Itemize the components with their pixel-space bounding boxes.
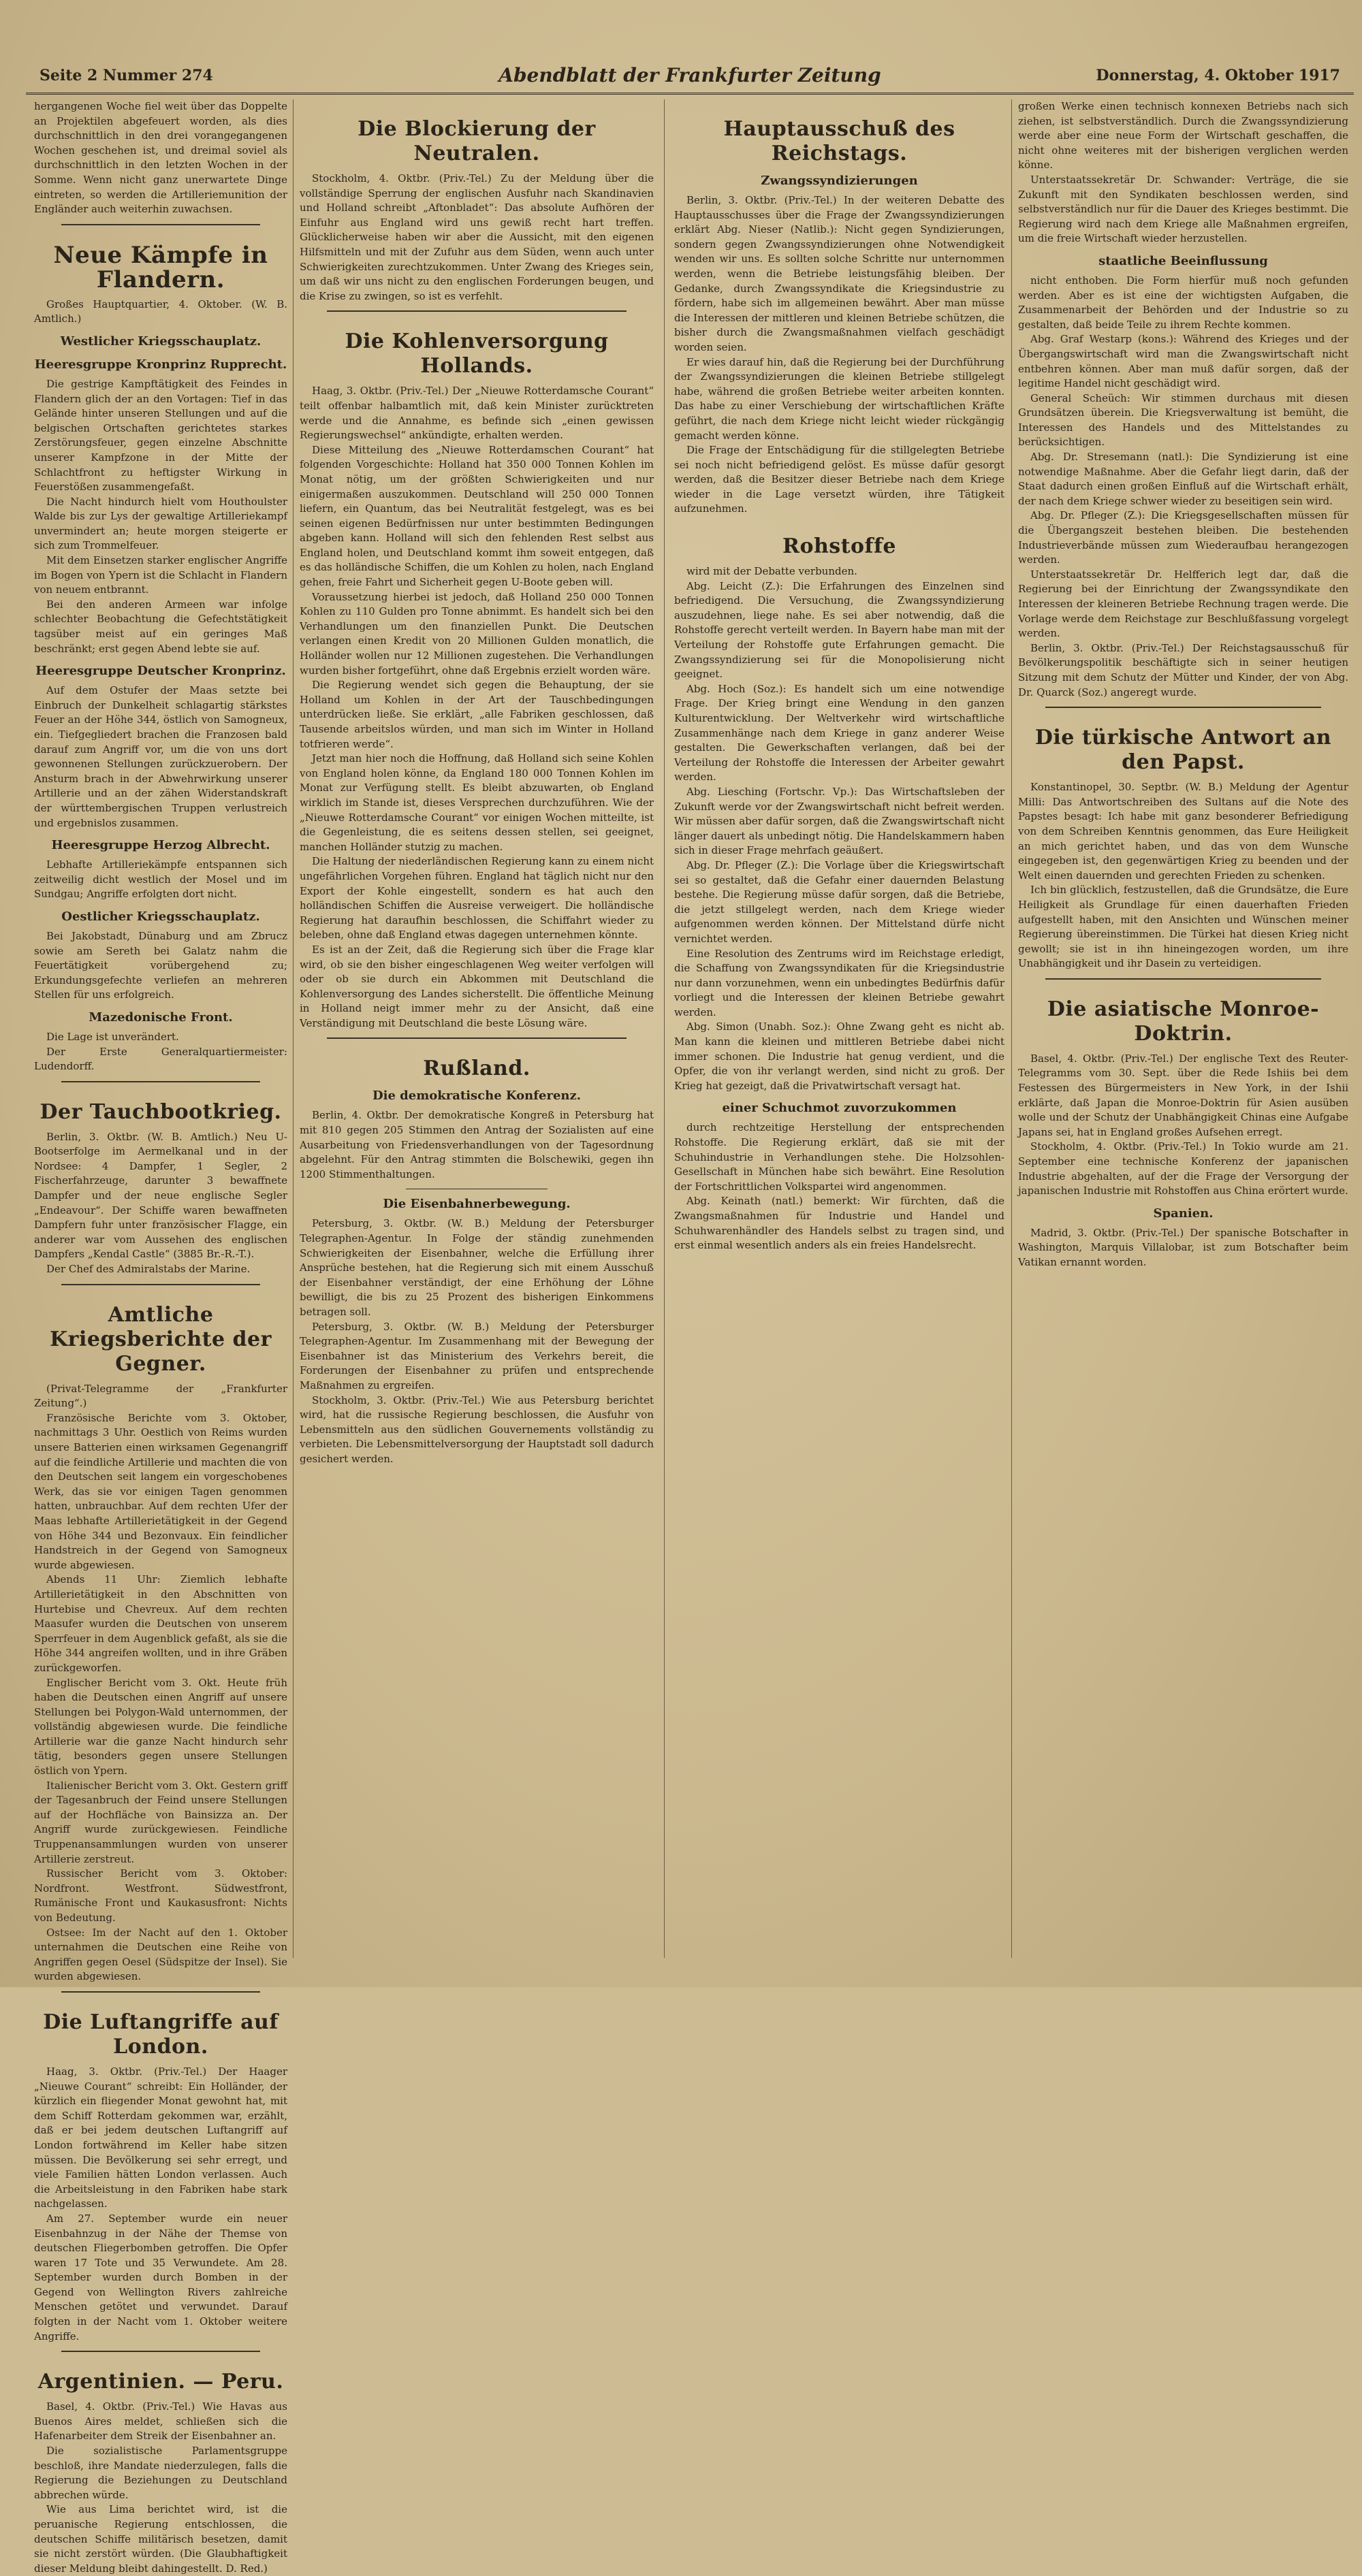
divider: [61, 1991, 260, 1993]
article-paragraph: Diese Mitteilung des „Nieuwe Rotterdamschen Courant“ hat folgenden Vorgeschichte: Holland hat 350 000 Tonnen Kohlen im Monat nötig, um der größten Schwierigkeiten und nur einigermaßen auszukommen. Deutschland will 250 000 Tonnen liefern, ein Quantum, das bei Neutralität festgelegt, was es bei seinen eigenen Bedürfnissen nur unter bestimmten Bedingungen abgeben kann. Holland will sich den fehlenden Rest selbst aus England holen, und Deutschland kommt ihm soweit entgegen, daß es das holländische Schiffen, die um Kohlen zu holen, nach England gehen, freie Fahrt und Sicherheit gegen U-Boote geben will.: [300, 443, 654, 589]
article-paragraph: Abg. Dr. Pfleger (Z.): Die Kriegsgesellschaften müssen für die Übergangszeit bestehen bleiben. Die bestehenden Industrieverbände müssen zum Wiederaufbau herangezogen werden.: [1018, 509, 1348, 566]
article-paragraph: Berlin, 3. Oktbr. (Priv.-Tel.) Der Reichstagsausschuß für Bevölkerungspolitik beschäftigte sich in seiner heutigen Sitzung mit dem Schutz der Mütter und Kinder, der von Abg. Dr. Quarck (Soz.) angeregt wurde.: [1018, 641, 1348, 698]
article-paragraph: großen Werke einen technisch konnexen Betriebs nach sich ziehen, ist selbstverständlich. Durch die Zwangssyndizierung werde aber eine neue Form der Wirtschaft geschaffen, die nicht ohne weiteres mit der bisherigen verglichen werden könne.: [1018, 100, 1348, 172]
subheading: Mazedonische Front.: [89, 1010, 233, 1025]
article-paragraph: Haag, 3. Oktbr. (Priv.-Tel.) Der „Nieuwe Rotterdamsche Courant“ teilt offenbar halbamtlich mit, daß kein Minister zurücktreten werde und die Annahme, es befinde sich „einen gewissen Regierungswechsel“ ankündigte, erhalten werden.: [300, 385, 654, 442]
headline: Die Kohlenversorgung Hollands.: [345, 329, 609, 379]
divider: [1045, 978, 1321, 980]
article-paragraph: Bei Jakobstadt, Dünaburg und am Zbrucz sowie am Sereth bei Galatz nahm die Feuertätigkeit vorübergehend zu; Erkundungsgefechte verliefen an mehreren Stellen für uns erfolgreich.: [34, 929, 287, 1001]
headline: Neue Kämpfe in Flandern.: [53, 241, 268, 293]
subheading: Die Eisenbahnerbewegung.: [383, 1197, 571, 1212]
divider: [61, 2351, 260, 2352]
article-paragraph: Die sozialistische Parlamentsgruppe beschloß, ihre Mandate niederzulegen, falls die Regierung die Beziehungen zu Deutschland abbrechen würde.: [34, 2445, 287, 2501]
column-4: [1018, 99, 1348, 1958]
article-paragraph: Der Chef des Admiralstabs der Marine.: [46, 1263, 251, 1276]
article-paragraph: Die Lage ist unverändert.: [46, 1030, 179, 1043]
column-1: [34, 99, 287, 2575]
article-paragraph: Bei den anderen Armeen war infolge schlechter Beobachtung die Gefechtstätigkeit tagsüber meist auf ein geringes Maß beschränkt; erst gegen Abend lebte sie auf.: [34, 598, 287, 655]
article-paragraph: wird mit der Debatte verbunden.: [686, 565, 857, 578]
subheading: Heeresgruppe Deutscher Kronprinz.: [35, 664, 286, 679]
article-paragraph: Ich bin glücklich, festzustellen, daß die Grundsätze, die Eure Heiligkeit als Grundlage für einen dauerhaften Frieden aufgestellt haben, mit den Ansichten und Wünschen meiner Regierung übereinstimmen. Die Türkei hat diesen Krieg nicht gewollt; sie ist in ihn hineingezogen worden, um ihre Unabhängigkeit und ihr Dasein zu verteidigen.: [1018, 884, 1348, 970]
headline: Der Tauchbootkrieg.: [39, 1099, 282, 1124]
article-paragraph: Konstantinopel, 30. Septbr. (W. B.) Meldung der Agentur Milli: Das Antwortschreiben des Sultans auf die Note des Papstes besagt: Ich habe mit ganz besonderer Befriedigung von dem Schreiben Kenntnis genommen, das Eure Heiligkeit an mich gerichtet haben, und das von dem Wunsche eingegeben ist, den gegenwärtigen Krieg zu beenden und der Welt einen dauernden und gerechten Frieden zu schenken.: [1018, 781, 1348, 882]
article-paragraph: Es ist an der Zeit, daß die Regierung sich über die Frage klar wird, ob sie den bisher eingeschlagenen Weg weiter verfolgen will oder ob sie durch ein Abkommen mit Deutschland die Kohlenversorgung des Landes sicherstellt. Die öffentliche Meinung in Holland neigt immer mehr zu der Ansicht, daß eine Verständigung mit Deutschland die beste Lösung wäre.: [300, 943, 654, 1029]
article-paragraph: Jetzt man hier noch die Hoffnung, daß Holland sich seine Kohlen von England holen könne, da England 180 000 Tonnen Kohlen im Monat zur Verfügung stellt. Es bleibt abzuwarten, ob England wirklich im Stande ist, dieses Versprechen durchzuführen. Wie der „Nieuwe Rotterdamsche Courant“ vor einigen Wochen mitteilte, ist die Gegenleistung, die es seitens dessen stellen, sei geeignet, manchen Holländer stutzig zu machen.: [300, 752, 654, 853]
divider: [61, 1081, 260, 1082]
newspaper-title: Abendblatt der Frankfurter Zeitung: [498, 64, 881, 86]
headline: Rohstoffe: [782, 534, 896, 559]
article-paragraph: nicht enthoben. Die Form hierfür muß noch gefunden werden. Aber es ist eine der wichtigsten Aufgaben, die Zusammenarbeit der Behörden und der Industrie so zu gestalten, daß beide Teile zu ihrem Rechte kommen.: [1018, 274, 1348, 331]
article-paragraph: Die Nacht hindurch hielt vom Houthoulster Walde bis zur Lys der gewaltige Artilleriekampf unvermindert an; heute morgen steigerte er sich zum Trommelfeuer.: [34, 495, 287, 552]
article-paragraph: Unterstaatssekretär Dr. Schwander: Verträge, die sie Zukunft mit den Syndikaten beschlossen werden, sind selbstverständlich nur für die Dauer des Krieges bestimmt. Die Regierung wird nach dem Kriege alle Maßnahmen ergreifen, um die freie Wirtschaft wieder herzustellen.: [1018, 173, 1348, 245]
article-paragraph: Die gestrige Kampftätigkeit des Feindes in Flandern glich der an den Vortagen: Tief in das Gelände hinter unseren Stellungen und auf die belgischen Ortschaften gerichtetes starkes Zerstörungsfeuer, gegen einzelne Abschnitte unserer Kampfzone in der Mitte der Schlachtfront zu heftigster Wirkung in Feuerstößen zusammengefaßt.: [34, 377, 287, 494]
article-paragraph: Abg. Dr. Stresemann (natl.): Die Syndizierung ist eine notwendige Maßnahme. Aber die Gefahr liegt darin, daß der Staat dadurch einen großen Einfluß auf die Wirtschaft erhält, der nach dem Kriege schwer wieder zu beseitigen sein wird.: [1018, 451, 1348, 507]
article-paragraph: Abg. Graf Westarp (kons.): Während des Krieges und der Übergangswirtschaft wird man die Zwangswirtschaft nicht entbehren können. Aber man muß dafür sorgen, daß der legitime Handel nicht geschädigt wird.: [1018, 333, 1348, 390]
article-paragraph: Abg. Leicht (Z.): Die Erfahrungen des Einzelnen sind befriedigend. Die Versuchung, die Zwangssyndizierung auszudehnen, liege nahe. Es sei aber notwendig, daß die Rohstoffe gerecht verteilt werden. In Bayern habe man mit der Verteilung der Rohstoffe gute Erfahrungen gemacht. Die Zwangssyndizierung sei für die Monopolisierung nicht geeignet.: [674, 579, 1004, 681]
article-paragraph: Abends 11 Uhr: Ziemlich lebhafte Artillerietätigkeit in den Abschnitten von Hurtebise und Chevreux. Auf dem rechten Maasufer wurden die Deutschen von unserem Sperrfeuer in dem Augenblick gefaßt, als sie die Höhe 344 angreifen wollten, und in ihre Gräben zurückgeworfen.: [34, 1573, 287, 1674]
divider: [1045, 707, 1321, 708]
article-paragraph: Eine Resolution des Zentrums wird im Reichstage erledigt, die Schaffung von Zwangssyndikaten für die Kriegsindustrie nur dann vorzunehmen, wenn ein unbedingtes Bedürfnis dafür vorliegt und die Interessen der kleinen Betriebe gewahrt werden.: [674, 947, 1004, 1018]
column-rule: [1011, 99, 1012, 1958]
headline: Die asiatische Monroe-Doktrin.: [1047, 997, 1320, 1046]
article-paragraph: Madrid, 3. Oktbr. (Priv.-Tel.) Der spanische Botschafter in Washington, Marquis Villalobar, ist zum Botschafter beim Vatikan ernannt worden.: [1018, 1226, 1348, 1268]
article-paragraph: Wie aus Lima berichtet wird, ist die peruanische Regierung entschlossen, die deutschen Schiffe militärisch besetzen, damit sie nicht zerstört würden. (Die Glaubhaftigkeit dieser Meldung bleibt dahingestellt. D. Red.): [34, 2503, 287, 2575]
article-paragraph: hergangenen Woche fiel weit über das Doppelte an Projektilen abgefeuert worden, als dies durchschnittlich in den drei vorangegangenen Wochen geschehen ist, und dreimal soviel als durchschnittlich in den letzten Wochen in der Somme. Wenn nicht ganz unerwartete Dinge eintreten, so werden die Artilleriemunition der Engländer auch weiterhin zuwachsen.: [34, 100, 287, 216]
divider: [327, 310, 627, 312]
article-paragraph: Englischer Bericht vom 3. Okt. Heute früh haben die Deutschen einen Angriff auf unsere Stellungen bei Polygon-Wald unternommen, der vollständig abgewiesen wurde. Die feindliche Artillerie war die ganze Nacht hindurch sehr tätig, besonders gegen unsere Stellungen östlich von Ypern.: [34, 1676, 287, 1777]
column-rule: [293, 99, 294, 1958]
article-paragraph: Am 27. September wurde ein neuer Eisenbahnzug in der Nähe der Themse von deutschen Fliegerbomben getroffen. Die Opfer waren 17 Tote und 35 Verwundete. Am 28. September wurden durch Bomben in der Gegend von Wellington Rivers zahlreiche Menschen getötet und verwundet. Darauf folgten in der Nacht vom 1. Oktober weitere Angriffe.: [34, 2212, 287, 2342]
article-paragraph: Auf dem Ostufer der Maas setzte bei Einbruch der Dunkelheit schlagartig stärkstes Feuer an der Höhe 344, östlich von Samogneux, ein. Tiefgegliedert brachen die Franzosen bald darauf zum Angriff vor, um die von uns dort gewonnenen Stellungen zurückzuerobern. Der Ansturm brach in der Abwehrwirkung unserer Artillerie und an der zähen Widerstandskraft der württembergischen Truppen verlustreich und ergebnislos zusammen.: [34, 684, 287, 829]
article-paragraph: Französische Berichte vom 3. Oktober, nachmittags 3 Uhr. Oestlich von Reims wurden unsere Batterien einen wirksamen Gegenangriff auf die feindliche Artillerie und machten die von den Deutschen seit langem ein vorgeschobenes Werk, das sie vor einigen Tagen genommen hatten, unbrauchbar. Auf dem rechten Ufer der Maas lebhafte Artillerietätigkeit in der Gegend von Höhe 344 und Bezonvaux. Ein feindlicher Handstreich in der Gegend von Samogneux wurde abgewiesen.: [34, 1411, 287, 1571]
subheading: Die demokratische Konferenz.: [373, 1089, 581, 1104]
article-paragraph: Italienischer Bericht vom 3. Okt. Gestern griff der Tagesanbruch der Feind unsere Stellungen auf der Hochfläche von Bainsizza an. Der Angriff wurde zurückgewiesen. Feindliche Truppenansammlungen wurden von unserer Artillerie zerstreut.: [34, 1779, 287, 1865]
subheading: Westlicher Kriegsschauplatz.: [60, 334, 262, 349]
article-paragraph: Stockholm, 4. Oktbr. (Priv.-Tel.) In Tokio wurde am 21. September eine technische Konferenz der japanischen Industrie abgehalten, auf der die Frage der Versorgung der japanischen Industrie mit Rohstoffen aus China erörtert wurde.: [1018, 1140, 1348, 1197]
article-paragraph: Russischer Bericht vom 3. Oktober: Nordfront. Westfront. Südwestfront, Rumänische Front und Kaukasusfront: Nichts von Bedeutung.: [34, 1867, 287, 1924]
article-paragraph: Ostsee: Im der Nacht auf den 1. Oktober unternahmen die Deutschen eine Reihe von Angriffen gegen Oesel (Südspitze der Insel). Sie wurden abgewiesen.: [34, 1926, 287, 1983]
subheading: Heeresgruppe Kronprinz Rupprecht.: [34, 357, 287, 372]
article-paragraph: Die Regierung wendet sich gegen die Behauptung, der sie Holland um Kohlen in der Art der Tauschbedingungen unterdrücken ließe. Sie erklärt, „alle Fabriken geschlossen, daß Tausende arbeitslos würden, und man sich im Winter in Holland totfrieren werde“.: [300, 679, 654, 750]
headline: Amtliche Kriegsberichte der Gegner.: [50, 1302, 272, 1376]
headline: Hauptausschuß des Reichstags.: [723, 117, 955, 165]
article-paragraph: Abg. Dr. Pfleger (Z.): Die Vorlage über die Kriegswirtschaft sei so gestaltet, daß die Gefahr einer dauernden Belastung bestehe. Die Regierung müsse dafür sorgen, daß die Betriebe, die jetzt stillgelegt werden, nach dem Kriege wieder aufgenommen werden können. Der Mittelstand dürfe nicht vernichtet werden.: [674, 858, 1004, 945]
page-number: Seite 2 Nummer 274: [39, 67, 213, 84]
article-paragraph: Der Erste Generalquartiermeister: Ludendorff.: [34, 1045, 287, 1073]
subheading: Zwangssyndizierungen: [761, 174, 918, 188]
article-paragraph: Voraussetzung hierbei ist jedoch, daß Holland 250 000 Tonnen Kohlen zu 110 Gulden pro Tonne abnimmt. Es handelt sich bei den Verhandlungen um den finanziellen Punkt. Die Deutschen verlangen einen Kredit von 20 Millionen Gulden monatlich, die Holländer wollen nur 12 Millionen zugestehen. Die Verhandlungen wurden bisher fortgeführt, ohne daß Ergebnis erzielt worden wäre.: [300, 590, 654, 677]
article-paragraph: General Scheüch: Wir stimmen durchaus mit diesen Grundsätzen überein. Die Kriegsverwaltung ist bemüht, die Interessen des Handels und des Mittelstandes zu berücksichtigen.: [1018, 391, 1348, 449]
article-paragraph: Unterstaatssekretär Dr. Helfferich legt dar, daß die Regierung bei der Einrichtung der Zwangssyndikate den Interessen der kleineren Betriebe Rechnung tragen werde. Die Vorlage werde dem Reichstage zur Beschlußfassung vorgelegt werden.: [1018, 568, 1348, 640]
headline: Argentinien. — Peru.: [37, 2370, 284, 2394]
headline: Die Blockierung der Neutralen.: [358, 117, 596, 165]
masthead: [26, 63, 1354, 95]
column-rule: [664, 99, 665, 1958]
article-paragraph: Abg. Simon (Unabh. Soz.): Ohne Zwang geht es nicht ab. Man kann die kleinen und mittleren Betriebe dabei nicht immer schonen. Die Industrie hat genug verdient, und die Opfer, die von ihr verlangt werden, sind nicht zu groß. Der Krieg hat gezeigt, daß die Privatwirtschaft versagt hat.: [674, 1020, 1004, 1092]
subheading: einer Schuchmot zuvorzukommen: [722, 1101, 957, 1116]
subheading: staatliche Beeinflussung: [1098, 253, 1268, 268]
headline: Die türkische Antwort an den Papst.: [1034, 726, 1332, 775]
subheading: Spanien.: [1153, 1206, 1214, 1221]
headline: Die Luftangriffe auf London.: [43, 2010, 279, 2059]
article-paragraph: Berlin, 4. Oktbr. Der demokratische Kongreß in Petersburg hat mit 810 gegen 205 Stimmen den Antrag der Sozialisten auf eine Ausarbeitung von Friedensverhandlungen von der Tagesordnung abgelehnt. Für den Antrag stimmten die Bolschewiki, gegen ihn 1200 Stimmenthaltungen.: [300, 1109, 654, 1180]
issue-date: Donnerstag, 4. Oktober 1917: [1096, 67, 1340, 84]
article-paragraph: Haag, 3. Oktbr. (Priv.-Tel.) Der Haager „Nieuwe Courant“ schreibt: Ein Holländer, der kürzlich ein fliegender Monat gewohnt hat, mit dem Schiff Rotterdam gekommen war, erzählt, daß er bei jedem deutschen Luftangriff auf London fortwährend im Keller habe sitzen müssen. Die Bevölkerung sei sehr erregt, und viele Familien hätten London verlassen. Auch die Arbeitsleistung in den Fabriken habe stark nachgelassen.: [34, 2065, 287, 2210]
column-2: [300, 99, 654, 1958]
column-3: [674, 99, 1004, 1958]
article-paragraph: Petersburg, 3. Oktbr. (W. B.) Meldung der Petersburger Telegraphen-Agentur. Im Zusammenhang mit der Bewegung der Eisenbahner ist das Ministerium des Verkehrs bereit, die Forderungen der Eisenbahner zu prüfen und entsprechende Maßnahmen zu ergreifen.: [300, 1320, 654, 1391]
article-paragraph: Berlin, 3. Oktbr. (Priv.-Tel.) In der weiteren Debatte des Hauptausschusses über die Frage der Zwangssyndizierungen erklärt Abg. Nieser (Natlib.): Nicht gegen Syndizierungen, sondern gegen Zwangssyndizierungen ohne Notwendigkeit wenden wir uns. Es sollten solche Schritte nur unternommen werden, wenn die Betriebe leistungsfähig bleiben. Der Gedanke, durch Zwangssyndikate die Kriegsindustrie zu fördern, habe sich im allgemeinen bewährt. Aber man müsse die Interessen der mittleren und kleinen Betriebe schützen, die bisher durch die Zwangsmaßnahmen vielfach geschädigt worden seien.: [674, 194, 1004, 353]
article-paragraph: Die Frage der Entschädigung für die stillgelegten Betriebe sei noch nicht befriedigend gelöst. Es müsse dafür gesorgt werden, daß die Besitzer dieser Betriebe nach dem Kriege wieder in die Lage versetzt würden, ihre Tätigkeit aufzunehmen.: [674, 444, 1004, 515]
article-paragraph: Basel, 4. Oktbr. (Priv.-Tel.) Wie Havas aus Buenos Aires meldet, schließen sich die Hafenarbeiter dem Streik der Eisenbahner an.: [34, 2400, 287, 2443]
article-paragraph: Abg. Keinath (natl.) bemerkt: Wir fürchten, daß die Zwangsmaßnahmen für Industrie und Handel und Schuhwarenhändler des Handels selbst zu tragen sind, und erst einmal wesentlich anders als ein freies Handelsrecht.: [674, 1195, 1004, 1252]
article-paragraph: (Privat-Telegramme der „Frankfurter Zeitung“.): [34, 1382, 287, 1410]
article-paragraph: Er wies darauf hin, daß die Regierung bei der Durchführung der Zwangssyndizierungen die kleinen Betriebe stillgelegt habe, während die großen Betriebe weiter arbeiten konnten. Das habe zu einer Verschiebung der wirtschaftlichen Kräfte geführt, die nach dem Kriege nicht leicht wieder rückgängig gemacht werden könne.: [674, 355, 1004, 442]
article-paragraph: Abg. Hoch (Soz.): Es handelt sich um eine notwendige Frage. Der Krieg bringt eine Wendung in den ganzen Kulturentwicklung. Der Weltverkehr wird wirtschaftliche Zusammenhänge nach dem Kriege in ganz anderer Weise gestalten. Die Gewerkschaften verlangen, daß bei der Verteilung der Rohstoffe die Interessen der Arbeiter gewahrt werden.: [674, 682, 1004, 784]
subheading: Heeresgruppe Herzog Albrecht.: [51, 838, 270, 853]
article-paragraph: durch rechtzeitige Herstellung der entsprechenden Rohstoffe. Die Regierung erklärt, daß sie mit der Schuhindustrie in Verhandlungen stehe. Die Holzsohlen-Gesellschaft in München habe sich bewährt. Eine Resolution der Fortschrittlichen Volkspartei wird angenommen.: [674, 1121, 1004, 1193]
article-paragraph: Berlin, 3. Oktbr. (W. B. Amtlich.) Neu U-Bootserfolge im Aermelkanal und in der Nordsee: 4 Dampfer, 1 Segler, 2 Fischerfahrzeuge, darunter 3 bewaffnete Dampfer und der neue englische Segler „Endeavour“. Der Schiffe waren bewaffneten Dampfern fuhr unter französischer Flagge, ein anderer war vom Aussehen des englischen Dampfers „Kendal Castle“ (3885 Br.-R.-T.).: [34, 1130, 287, 1261]
article-paragraph: Die Haltung der niederländischen Regierung kann zu einem nicht ungefährlichen Vorgehen führen. England hat täglich nicht nur den Export der Kohle eingestellt, sondern es hat auch den holländischen Schiffen die Ausreise verweigert. Die holländische Regierung hat daraufhin beschlossen, die Schiffahrt wieder zu beleben, ohne daß England etwas dagegen unternehmen könnte.: [300, 855, 654, 941]
article-paragraph: Mit dem Einsetzen starker englischer Angriffe im Bogen von Ypern ist die Schlacht in Flandern von neuem entbrannt.: [34, 554, 287, 596]
article-paragraph: Basel, 4. Oktbr. (Priv.-Tel.) Der englische Text des Reuter-Telegramms vom 30. Sept. über die Rede Ishiis bei dem Festessen des Bürgermeisters in New York, in der Ishii erklärte, daß Japan die Monroe-Doktrin für Asien ausüben wolle und der Schutz der Unabhängigkeit Chinas eine Aufgabe Japans sei, hat in England großes Aufsehen erregt.: [1018, 1052, 1348, 1138]
article-paragraph: Stockholm, 4. Oktbr. (Priv.-Tel.) Zu der Meldung über die vollständige Sperrung der englischen Ausfuhr nach Skandinavien und Holland schreibt „Aftonbladet“: Das absolute Aufhören der Einfuhr aus England wird uns gewiß recht hart treffen. Glücklicherweise haben wir aber die Aussicht, mit den eigenen Hilfsmitteln und mit der Zufuhr aus dem Süden, wenn auch unter Schwierigkeiten zurechtzukommen. Unter Zwang des Krieges sein, um daß wir uns nicht zu den englischen Forderungen beugen, und die Krise zu zwingen, so ist es verfehlt.: [300, 172, 654, 302]
article-paragraph: Stockholm, 3. Oktbr. (Priv.-Tel.) Wie aus Petersburg berichtet wird, hat die russische Regierung beschlossen, die Ausfuhr von Lebensmitteln aus den südlichen Gouvernements vollständig zu verbieten. Die Lebensmittelversorgung der Hauptstadt soll dadurch gesichert werden.: [300, 1394, 654, 1465]
headline: Rußland.: [423, 1057, 530, 1081]
divider: [61, 224, 260, 225]
article-paragraph: Abg. Liesching (Fortschr. Vp.): Das Wirtschaftsleben der Zukunft werde vor der Zwangswirtschaft nicht befreit werden. Wir müssen aber dafür sorgen, daß die Zwangswirtschaft nicht länger dauert als unbedingt nötig. Die Handelskammern haben sich in dieser Frage mehrfach geäußert.: [674, 785, 1004, 857]
divider: [61, 1284, 260, 1285]
article-paragraph: Großes Hauptquartier, 4. Oktober. (W. B. Amtlich.): [34, 297, 287, 325]
article-paragraph: Petersburg, 3. Oktbr. (W. B.) Meldung der Petersburger Telegraphen-Agentur. In Folge der ständig zunehmenden Schwierigkeiten der Eisenbahner, welche die Erfüllung ihrer Ansprüche bestehen, hat die Regierung sich mit einem Ausschuß der Eisenbahner verständigt, der eine Erhöhung der Löhne bewilligt, die bis zu 25 Prozent des bisherigen Einkommens betragen soll.: [300, 1217, 654, 1318]
article-paragraph: Lebhafte Artilleriekämpfe entspannen sich zeitweilig dicht westlich der Mosel und im Sundgau; Angriffe erfolgten dort nicht.: [34, 858, 287, 901]
subheading: Oestlicher Kriegsschauplatz.: [61, 909, 260, 924]
divider: [327, 1037, 627, 1039]
